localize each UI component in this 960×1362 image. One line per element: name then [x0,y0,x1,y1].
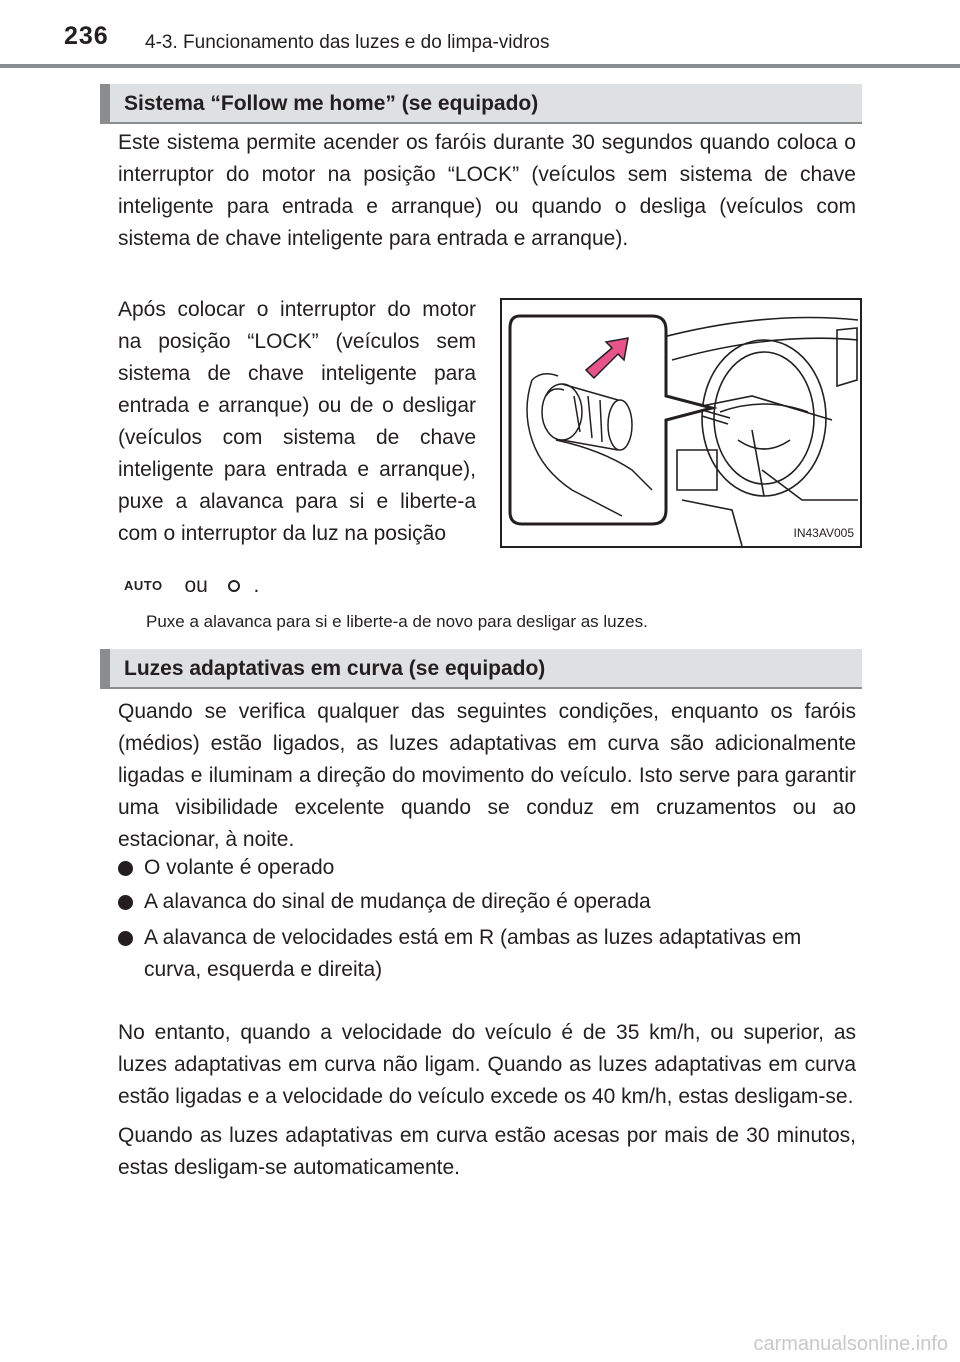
bullet-text: A alavanca do sinal de mudança de direção é operada [144,890,651,913]
list-item [118,852,856,884]
speed-paragraph: No entanto, quando a velocidade do veículo é de 35 km/h, ou superior, as luzes adaptativas em curva não ligam. Quando as luzes adaptativas em curva estão ligadas e a velocidade do veículo excede os 40 km/h, estas desligam-se. [118,1021,856,1108]
intro-paragraph: Este sistema permite acender os faróis durante 30 segundos quando coloca o interruptor do motor na posição “LOCK” (veículos sem sistema de chave inteligente para entrada e arranque) ou quando o desliga (veículos com sistema de chave inteligente para entrada e arranque). [118,131,856,250]
page-number: 236 [64,22,109,50]
instruction-paragraph: Após colocar o interruptor do motor na posição “LOCK” (veículos sem sistema de chave inteligente para entrada e arranque) ou de o desligar (veículos com sistema de chave inteligente para entrada e arranque), puxe a alavanca para si e liberte-a com o interruptor da luz na posição [118,298,476,545]
list-item [118,922,856,986]
bullet-icon [118,895,133,910]
note-text: Puxe a alavanca para si e liberte-a de novo para desligar as luzes. [146,612,648,631]
section-heading-adaptive-lights [100,649,862,689]
section-heading-follow-me-home [100,84,862,124]
or-text: ou [184,574,208,597]
bullet-icon [118,861,133,876]
dashboard-lever-drawing [502,300,860,546]
watermark: carmanualsonline.info [753,1333,948,1355]
figure-code: IN43AV005 [793,526,854,540]
section-title: Luzes adaptativas em curva (se equipado) [124,657,546,680]
adaptive-intro-paragraph: Quando se verifica qualquer das seguintes condições, enquanto os faróis (médios) estão ligados, as luzes adaptativas em curva são adicionalmente ligadas e iluminam a direção do movimento do veículo. Isto serve para garantir uma visibilidade excelente quando se conduz em cruzamentos ou ao estacionar, à noite. [118,700,856,851]
header-divider [0,64,960,68]
chapter-title: 4-3. Funcionamento das luzes e do limpa-vidros [145,32,550,53]
timeout-paragraph: Quando as luzes adaptativas em curva estão acesas por mais de 30 minutos, estas desligam-se automaticamente. [118,1124,856,1179]
sentence-end: . [253,574,260,597]
switch-position-line [124,570,259,602]
parking-light-icon [228,580,240,592]
list-item [118,886,856,918]
bullet-text: O volante é operado [144,856,335,879]
bullet-text: A alavanca de velocidades está em R (ambas as luzes adaptativas em curva, esquerda e direita) [144,926,802,981]
lever-illustration [500,298,862,548]
auto-switch-icon: AUTO [124,578,163,594]
bullet-icon [118,931,133,946]
section-title: Sistema “Follow me home” (se equipado) [124,92,539,115]
